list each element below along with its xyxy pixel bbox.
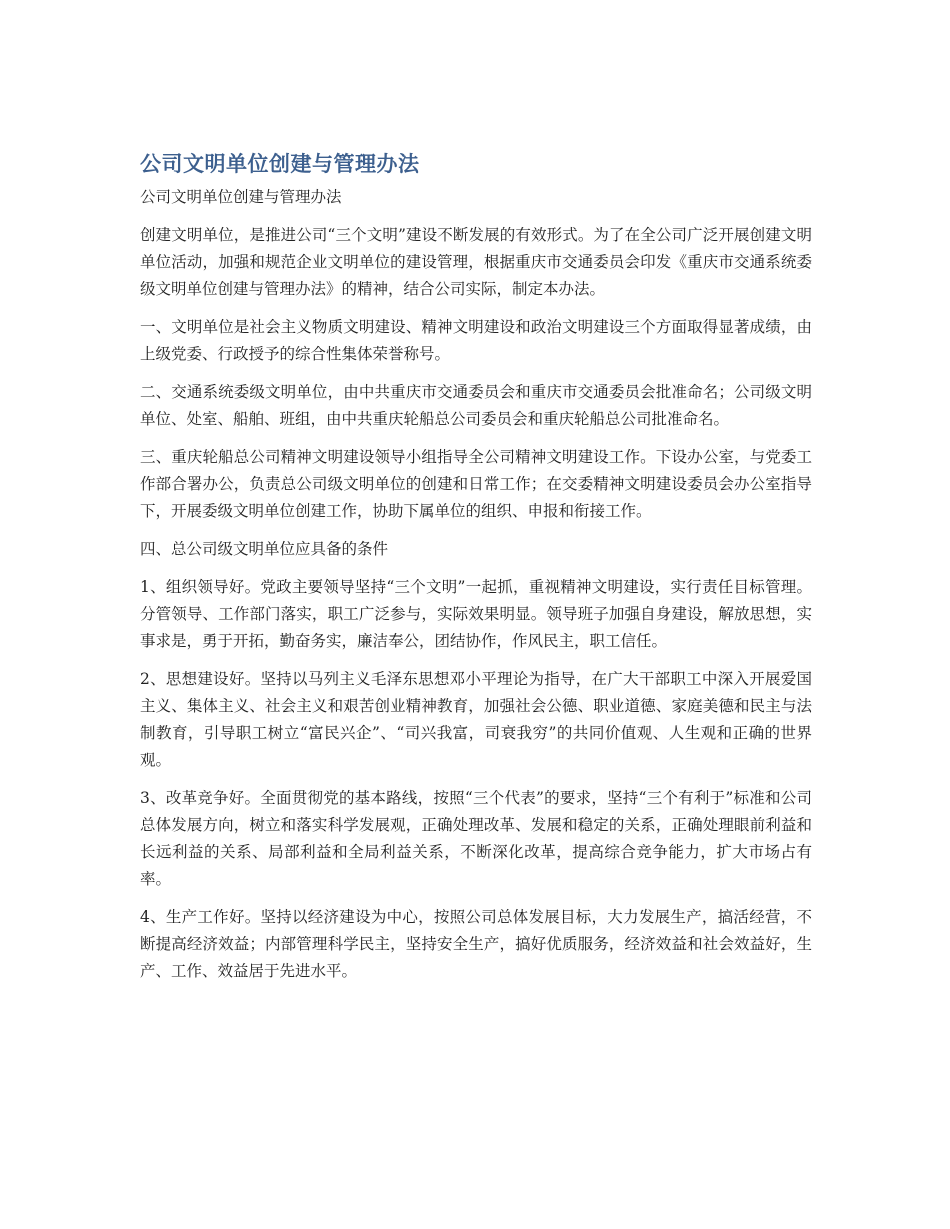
paragraph-intro: 创建文明单位，是推进公司“三个文明”建设不断发展的有效形式。为了在全公司广泛开展创建文明单位活动，加强和规范企业文明单位的建设管理，根据重庆市交通委员会印发《重庆市交通系统委级文明单位创建与管理办法》的精神，结合公司实际，制定本办法。 <box>140 226 812 298</box>
paragraph-condition-3: 3、改革竞争好。全面贯彻党的基本路线，按照“三个代表”的要求，坚持“三个有利于”标准和公司总体发展方向，树立和落实科学发展观，正确处理改革、发展和稳定的关系，正确处理眼前利益和长远利益的关系、局部利益和全局利益关系，不断深化改革，提高综合竞争能力，扩大市场占有率。 <box>140 789 812 888</box>
paragraph-condition-1: 1、组织领导好。党政主要领导坚持“三个文明”一起抓，重视精神文明建设，实行责任目标管理。分管领导、工作部门落实，职工广泛参与，实际效果明显。领导班子加强自身建设，解放思想，实事求是，勇于开拓，勤奋务实，廉洁奉公，团结协作，作风民主，职工信任。 <box>140 578 812 650</box>
paragraph-article-1: 一、文明单位是社会主义物质文明建设、精神文明建设和政治文明建设三个方面取得显著成绩，由上级党委、行政授予的综合性集体荣誉称号。 <box>140 318 812 363</box>
document-title: 公司文明单位创建与管理办法 <box>140 152 420 176</box>
paragraph-article-4-heading: 四、总公司级文明单位应具备的条件 <box>140 540 389 558</box>
paragraph-article-3: 三、重庆轮船总公司精神文明建设领导小组指导全公司精神文明建设工作。下设办公室，与党委工作部合署办公，负责总公司级文明单位的创建和日常工作；在交委精神文明建设委员会办公室指导下，开展委级文明单位创建工作，协助下属单位的组织、申报和衔接工作。 <box>140 448 812 520</box>
paragraph-condition-2: 2、思想建设好。坚持以马列主义毛泽东思想邓小平理论为指导，在广大干部职工中深入开展爱国主义、集体主义、社会主义和艰苦创业精神教育，加强社会公德、职业道德、家庭美德和民主与法制教育，引导职工树立“富民兴企”、“司兴我富，司衰我穷”的共同价值观、人生观和正确的世界观。 <box>140 670 812 769</box>
document-subtitle: 公司文明单位创建与管理办法 <box>140 188 342 206</box>
document-page <box>140 148 812 996</box>
paragraph-condition-4: 4、生产工作好。坚持以经济建设为中心，按照公司总体发展目标，大力发展生产，搞活经营，不断提高经济效益；内部管理科学民主，坚持安全生产，搞好优质服务，经济效益和社会效益好，生产、工作、效益居于先进水平。 <box>140 908 812 980</box>
paragraph-article-2: 二、交通系统委级文明单位，由中共重庆市交通委员会和重庆市交通委员会批准命名；公司级文明单位、处室、船舶、班组，由中共重庆轮船总公司委员会和重庆轮船总公司批准命名。 <box>140 383 812 428</box>
